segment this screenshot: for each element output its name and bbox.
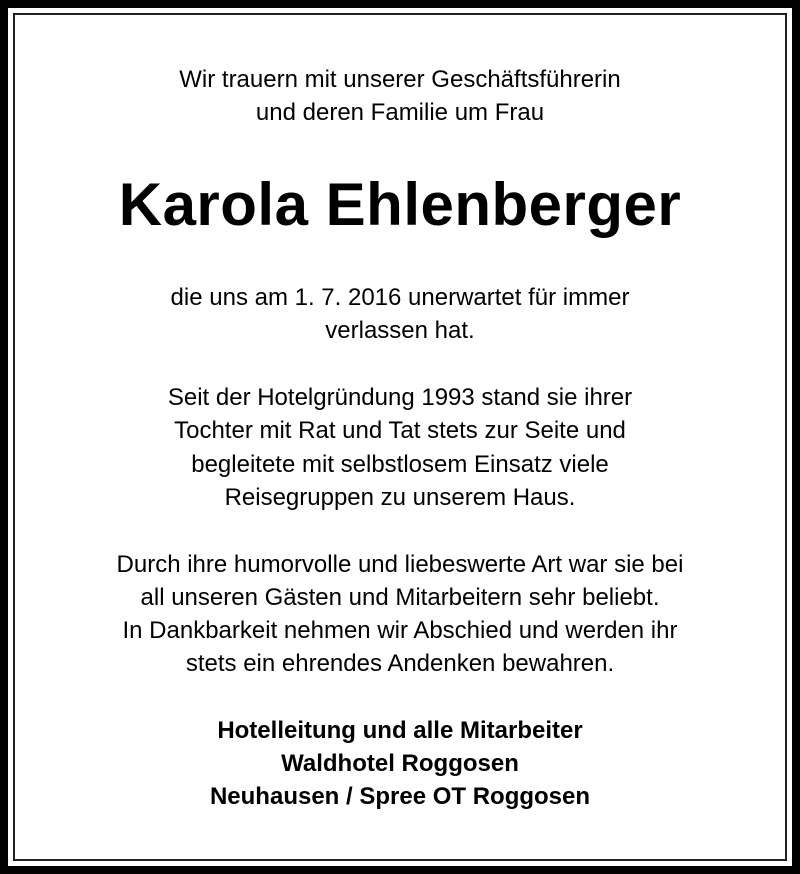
paragraph1-line: die uns am 1. 7. 2016 unerwartet für immer — [170, 284, 630, 311]
paragraph2-line: begleitete mit selbstlosem Einsatz viele — [191, 451, 609, 478]
paragraph3-line: Durch ihre humorvolle und liebeswerte Art war sie bei — [116, 551, 684, 578]
intro-line: und deren Familie um Frau — [255, 99, 545, 126]
signature-line: Waldhotel Roggosen — [281, 750, 519, 777]
paragraph2-line: Seit der Hotelgründung 1993 stand sie ihrer — [167, 384, 633, 411]
signature-line: Neuhausen / Spree OT Roggosen — [209, 783, 591, 810]
paragraph2-line: Reisegruppen zu unserem Haus. — [224, 484, 576, 511]
paragraph3-line: all unseren Gästen und Mitarbeitern sehr beliebt. — [140, 584, 660, 611]
paragraph2-line: Tochter mit Rat und Tat stets zur Seite und — [174, 417, 626, 444]
paragraph3-line: stets ein ehrendes Andenken bewahren. — [185, 650, 615, 677]
deceased-name: Karola Ehlenberger — [118, 171, 682, 238]
intro-line: Wir trauern mit unserer Geschäftsführerin — [179, 66, 621, 93]
signature-line: Hotelleitung und alle Mitarbeiter — [217, 717, 583, 744]
paragraph3-line: In Dankbarkeit nehmen wir Abschied und werden ihr — [122, 617, 678, 644]
paragraph1-line: verlassen hat. — [325, 317, 475, 344]
